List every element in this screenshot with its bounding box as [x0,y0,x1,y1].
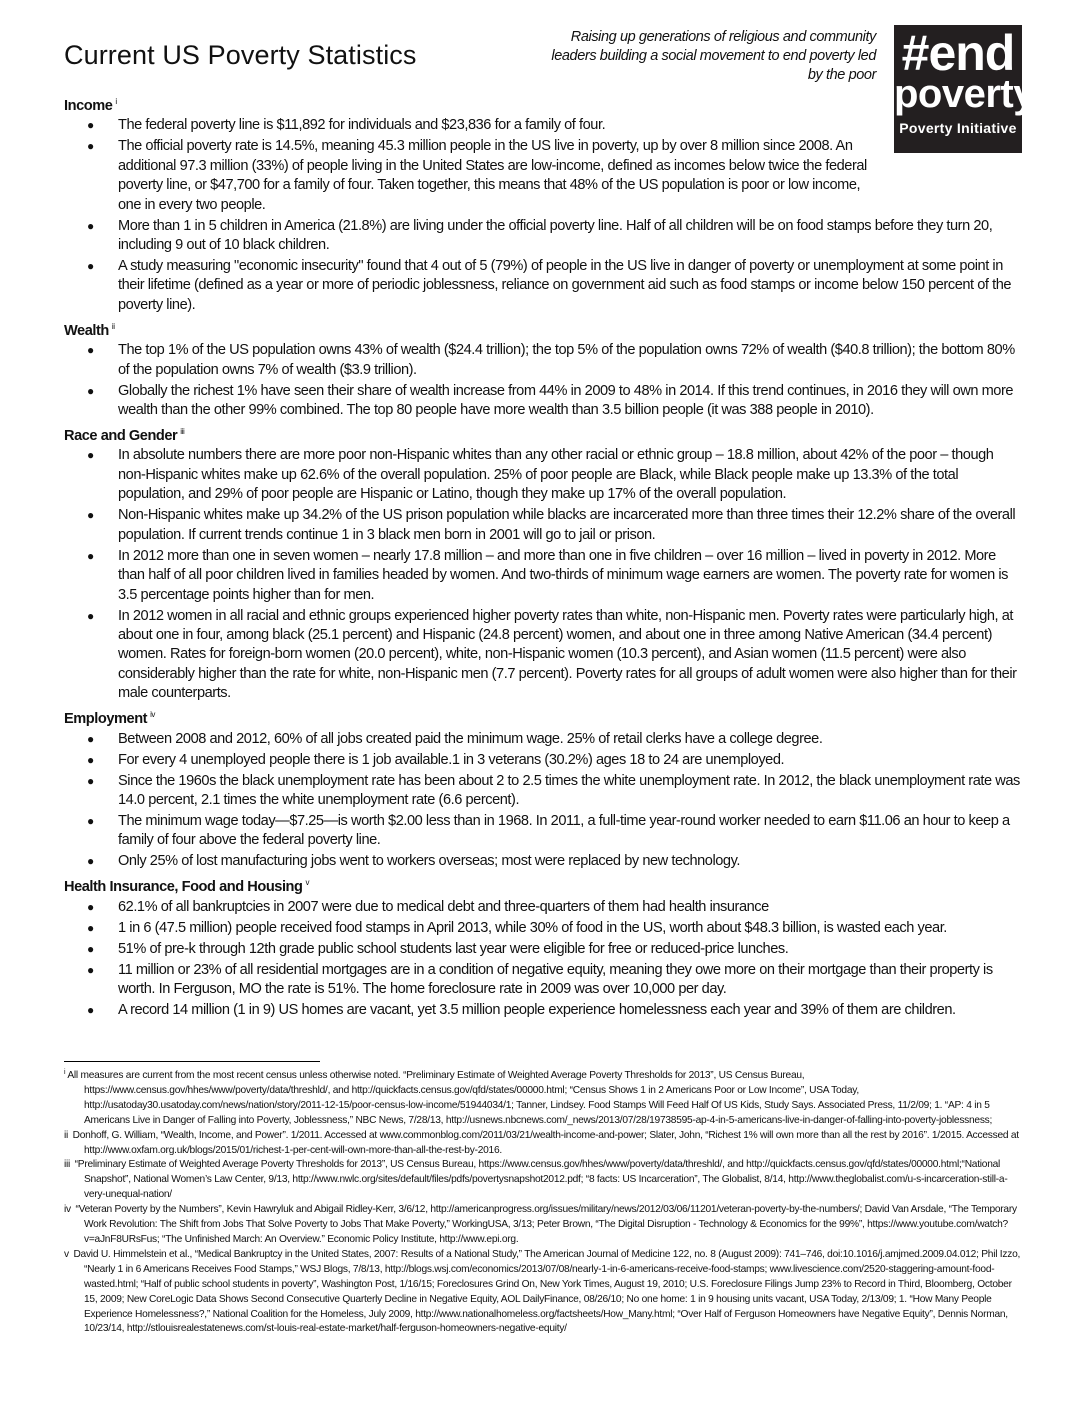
bullet-list [64,730,1024,872]
footnote-ref[interactable]: v [305,878,310,888]
bullet-icon: ● [87,941,94,956]
list-item: ● 51% of pre-k through 12th grade public school students last year were eligible for free or reduced-price lunches. [64,940,1024,959]
footnote-mark: v [64,1248,69,1260]
footnote-ref[interactable]: i [115,97,117,106]
footnotes [64,1066,1024,1337]
bullet-list [64,341,1024,420]
footnote-ref[interactable]: iv [150,710,155,720]
section-heading [64,92,1024,116]
footnote-separator [64,1061,320,1062]
bullet-icon: ● [87,752,94,767]
logo-line-2: poverty [894,72,1035,116]
tagline: Raising up generations of religious and community leaders building a social movement to end poverty led by the poor [551,29,876,83]
footnote-mark: ii [64,1129,69,1141]
bullet-icon: ● [87,962,94,977]
footnote-text: “Veteran Poverty by the Numbers”, Kevin Hawryluk and Abigail Ridley-Kerr, 3/6/12, http://americanprogress.org/issues/military/news/2012/03/06/11201/veteran-poverty-by-the-numbers/; David Van Arsdale, “The Temporary Work Revolution: The Shift from Jobs That Solve Poverty to Jobs That Make Poverty,” WorkingUSA, 3/13; Peter Brown, “The Digital Disruption - Technology & Economics for the 99%”, https://www.youtube.com/watch?v=aJnF8URsFus; “The Unfinished March: An Overview.” Economic Policy Institute, http://www.epi.org. [75,1204,1017,1245]
bullet-icon: ● [87,813,94,828]
footnote [64,1158,1024,1203]
bullet-icon: ● [87,383,94,398]
logo-line-3: Poverty Initiative [899,120,1017,136]
section-heading-text: Wealth [64,322,109,339]
bullet-icon: ● [87,731,94,746]
bullet-icon: ● [87,448,94,463]
footnote-mark: iv [64,1204,71,1216]
section-employment [64,705,1024,872]
logo-line-1: #end [901,25,1015,81]
bullet-icon: ● [87,343,94,358]
footnote-mark: iii [64,1159,71,1171]
list-item: ● In absolute numbers there are more poor non-Hispanic whites than any other racial or ethnic group – 18.8 million, about 42% of the poor – though non-Hispanic whites make up 62.6% of the overall population. 25% of poor people are Black, while Black people make up 13.3% of the total population, and 29% of poor people are Hispanic or Latino, though they make up 17% of the overall population. [87,447,994,503]
list-item: ● A record 14 million (1 in 9) US homes are vacant, yet 3.5 million people experience homelessness each year and 39% of them are children. [64,1001,1024,1020]
footnote-mark: i [64,1069,66,1076]
section-race-and-gender [64,422,1024,703]
section-heading [64,422,1024,446]
section-heading [64,705,1024,729]
bullet-list [64,898,1024,1021]
footnote [64,1248,1024,1337]
section-health-food-housing [64,873,1024,1020]
bullet-icon: ● [87,118,94,133]
footnote [64,1129,1024,1159]
footnote-ref[interactable]: ii [111,321,115,331]
section-heading [64,317,1024,341]
section-wealth [64,317,1024,421]
bullet-icon: ● [87,854,94,869]
bullet-icon: ● [87,1003,94,1018]
list-item: ● In 2012 more than one in seven women – nearly 17.8 million – and more than one in five children – over 16 million – lived in poverty in 2012. More than half of all poor children lived in families headed by women. And two-thirds of minimum wage earners are women. The poverty rate for women is 3.5 percentage points higher than for men. [87,547,1009,603]
footnote-ref[interactable]: iii [180,427,185,437]
page-title: Current US Poverty Statistics [64,40,417,70]
footnote [64,1066,1024,1129]
list-item: ● The minimum wage today—$7.25—is worth $2.00 less than in 1968. In 2011, a full-time year-round worker needed to earn $11.06 an hour to keep a family of four above the federal poverty line. [87,812,1010,849]
footnote-text: David U. Himmelstein et al., “Medical Bankruptcy in the United States, 2007: Results of a National Study,” The American Journal of Medicine 122, no. 8 (August 2009): 741–746, doi:10.1016/j.amjmed.2009.04.012; Phil Izzo, “Nearly 1 in 6 Americans Receives Food Stamps,” WSJ Blogs, 7/8/13, http://blogs.wsj.com/economics/2013/07/08/nearly-1-in-6-americans-receive-food-stamps; www.livescience.com/2520-staggering-amount-food-wasted.html; “Half of public school students in poverty”, Washington Post, 1/16/15; Foreclosures Grind On, New York Times, August 19, 2010; U.S. Foreclosure Filings Jump 23% to Record in Third, Bloomberg, October 15, 2009; New CoreLogic Data Shows Second Consecutive Quarterly Decline in Negative Equity, AOL DailyFinance, 08/26/10; No one home: 1 in 9 housing units vacant, USA Today, 2/13/09; 1. “How Many People Experience Homelessness?,” National Coalition for the Homeless, July 2009, http://www.nationalhomeless.org/factsheets/How_Many.html; “Over Half of Ferguson Homeowners have Negative Equity”, Dennis Norman, 10/23/14, http://stlouisrealestatenews.com/st-louis-real-estate-market/half-ferguson-homeowners-negative-equity/ [73,1248,1021,1335]
section-heading-text: Employment [64,711,148,728]
bullet-list [64,116,1024,315]
bullet-icon: ● [87,920,94,935]
footnote-text: Donhoff, G. William, “Wealth, Income, and Power”. 1/2011. Accessed at www.commonblog.com/2011/03/21/wealth-income-and-power; Slater, John, “Richest 1% will own more than all the rest by 2016”. 1/2015. Accessed at http://www.oxfam.org.uk/blogs/2015/01/richest-1-per-cent-will-own-more-than-all-the-rest-by-2016. [72,1129,1019,1156]
section-heading-text: Income [64,98,113,114]
list-item: ● The federal poverty line is $11,892 for individuals and $23,836 for a family of four. [64,116,1024,135]
bullet-icon: ● [87,773,94,788]
list-item: ● 62.1% of all bankruptcies in 2007 were due to medical debt and three-quarters of them had health insurance [64,898,1024,917]
section-heading-text: Race and Gender [64,428,178,445]
footnote-text: “Preliminary Estimate of Weighted Average Poverty Thresholds for 2013”, US Census Bureau, https://www.census.gov/hhes/www/poverty/data/threshld/, and http://quickfacts.census.gov/qfd/states/00000.html;“National Snapshot”, National Women’s Law Center, 9/13, http://www.nwlc.org/sites/default/files/pdfs/povertysnapshot2012.pdf; “8 facts: US Incarceration”, The Globalist, 8/14, http://www.theglobalist.com/u-s-incarceration-still-a-very-unequal-nation/ [74,1159,1008,1201]
section-income [64,92,1024,315]
list-item: ● 11 million or 23% of all residential mortgages are in a condition of negative equity, meaning they owe more on their mortgage than their property is worth. In Ferguson, MO the rate is 51%. The home foreclosure rate in 2009 was over 10,000 per day. [87,961,993,998]
list-item: ● Only 25% of lost manufacturing jobs went to workers overseas; most were replaced by new technology. [64,852,1024,871]
list-item: ● A study measuring "economic insecurity" found that 4 out of 5 (79%) of people in the US live in danger of poverty or unemployment at some point in their lifetime (defined as a year or more of periodic joblessness, reliance on government aid such as food stamps or income below 150 percent of the poverty line). [87,258,1012,313]
statistics-body [64,92,1024,1022]
list-item: ● More than 1 in 5 children in America (21.8%) are living under the official poverty line. Half of all children will be on food stamps before they turn 20, including 9 out of 10 black children. [87,217,993,254]
list-item: ● Since the 1960s the black unemployment rate has been about 2 to 2.5 times the white unemployment rate. In 2012, the black unemployment rate was 14.0 percent, 2.1 times the white unemployment rate (6.6 percent). [87,772,1020,808]
bullet-icon: ● [87,259,94,274]
bullet-icon: ● [87,548,94,563]
list-item: ● For every 4 unemployed people there is 1 job available.1 in 3 veterans (30.2%) ages 18 to 24 are unemployed. [64,751,1024,770]
section-heading [64,873,1024,897]
list-item: ● Non-Hispanic whites make up 34.2% of the US prison population while blacks are incarcerated more than three times their 12.2% share of the overall population. If current trends continue 1 in 3 black men born in 2001 will go to jail or prison. [87,507,1016,543]
list-item: ● Between 2008 and 2012, 60% of all jobs created paid the minimum wage. 25% of retail clerks have a college degree. [64,730,1024,749]
bullet-icon: ● [87,139,94,154]
bullet-icon: ● [87,508,94,523]
bullet-icon: ● [87,899,94,914]
list-item: ● Globally the richest 1% have seen their share of wealth increase from 44% in 2009 to 48% in 2014. If this trend continues, in 2016 they will own more wealth than the other 99% combined. The top 80 people have more wealth than 3.5 billion people (it was 388 people in 2010). [87,382,1014,419]
list-item: ● 1 in 6 (47.5 million) people received food stamps in April 2013, while 30% of food in the US, worth about $48.3 billion, is wasted each year. [64,919,1024,938]
section-heading-text: Health Insurance, Food and Housing [64,879,303,896]
footnote-text: All measures are current from the most recent census unless otherwise noted. “Preliminary Estimate of Weighted Average Poverty Thresholds for 2013”, US Census Bureau, https://www.census.gov/hhes/www/poverty/data/threshld/, and http://quickfacts.census.gov/qfd/states/00000.html; “Census Shows 1 in 2 Americans Poor or Low Income”, USA Today, http://usatoday30.usatoday.com/news/nation/story/2011-12-15/poor-census-low-income/51944034/1; Tanner, Lindsey. Food Stamps Will Feed Half Of US Kids, Study Says. Associated Press, 11/2/09; 1. “AP: 4 in 5 Americans Live in Danger of Falling into Poverty, Joblessness,” NBC News, 7/28/13, http://usnews.nbcnews.com/_news/2013/07/28/19738595-ap-4-in-5-americans-live-in-danger-of-falling-into-poverty-joblessness; [67,1070,993,1126]
list-item: ● In 2012 women in all racial and ethnic groups experienced higher poverty rates than white, non-Hispanic men. Poverty rates were particularly high, at about one in four, among black (25.1 percent) and Hispanic (24.8 percent) women, and about one in three among Native American (34.4 percent) women. Rates for foreign-born women (20.0 percent), white, non-Hispanic women (10.3 percent), and Asian women (11.5 percent) were also considerably higher than the rate for white, non-Hispanic men (7.7 percent). Poverty rates for all groups of adult women were also higher than for their male counterparts. [87,607,1017,702]
footnote [64,1203,1024,1248]
bullet-list [64,446,1024,703]
bullet-icon: ● [87,608,94,623]
list-item: ● The top 1% of the US population owns 43% of wealth ($24.4 trillion); the top 5% of the population owns 72% of wealth ($40.8 trillion); the bottom 80% of the population owns 7% of wealth ($3.9 trillion). [87,342,1015,378]
list-item: ● The official poverty rate is 14.5%, meaning 45.3 million people in the US live in poverty, up by over 8 million since 2008. An additional 97.3 million (33%) of people living in the United States are low-income, defined as incomes below twice the federal poverty line, or $47,700 for a family of four. Taken together, this means that 48% of the US population is poor or low income, one in every two people. [87,138,867,213]
bullet-icon: ● [87,218,94,233]
